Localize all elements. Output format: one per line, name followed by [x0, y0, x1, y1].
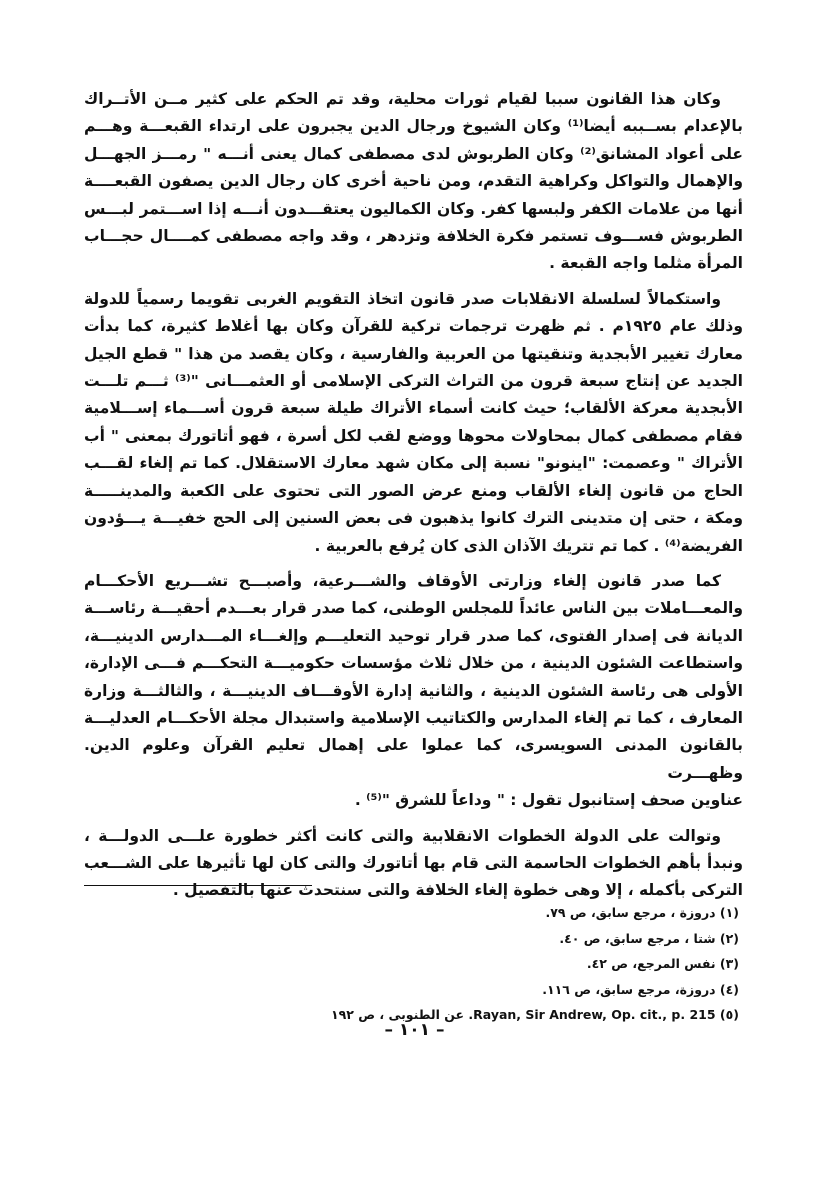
- text-line: ومكة ، حتى إن متدينى الترك كانوا يذهبون فى بعض السنين إلى الحج خفيـــة يـــؤدون: [84, 509, 743, 528]
- text-line: وكان هذا القانون سببا لقيام ثورات محلية، وقد تم الحكم على كثير مــن الأتــراك: [84, 90, 721, 108]
- text-line: الأتراك " وعصمت: "اينونو" نسبة إلى مكان شهد معارك الاستقلال. كما تم إلغاء لقـــب: [84, 454, 743, 473]
- text-line: عناوين صحف إستانبول تقول : " وداعاً للشرق "⁽⁵⁾ .: [354, 791, 743, 810]
- paragraph-3: [84, 568, 743, 815]
- text-line: المرأة مثلما واجه القبعة .: [549, 254, 743, 273]
- text-line: الطربوش فســـوف تستمر فكرة الخلافة وتزدهر ، وقد واجه مصطفى كمــــال حجـــاب: [84, 227, 743, 246]
- footnote-3: (٣) نفس المرجع، ص ٤٢.: [586, 956, 739, 971]
- text-line: معارك تغيير الأبجدية وتنقيتها من العربية والفارسية ، وكان يقصد من هذا " قطع الجيل: [84, 344, 743, 363]
- paragraph-1: [84, 86, 743, 278]
- footnotes: [84, 900, 739, 1028]
- text-line: وتوالت على الدولة الخطوات الانقلابية والتى كانت أكثر خطورة علـــى الدولـــة ،: [84, 826, 721, 845]
- text-line: الأولى هى رئاسة الشئون الدينية ، والثانية إدارة الأوقـــاف الدينيـــة ، والثالثـــة وزارة: [84, 681, 743, 700]
- footnote-5: (٥) Rayan, Sir Andrew, Op. cit., p. 215. عن الطنوبى ، ص ١٩٢: [330, 1007, 739, 1022]
- text-line: المعارف ، كما تم إلغاء المدارس والكتاتيب الإسلامية واستبدال مجلة الأحكـــام العدليـــة: [84, 708, 743, 727]
- paragraph-2: [84, 286, 743, 560]
- paragraph-4: [84, 823, 743, 905]
- page-body: [84, 86, 743, 905]
- text-line: كما صدر قانون إلغاء وزارتى الأوقاف والشـــرعية، وأصبـــح تشـــريع الأحكـــام: [84, 571, 721, 590]
- text-line: أنها من علامات الكفر ولبسها كفر. وكان الكماليون يعتقـــدون أنـــه إذا اســـتمر لبـــس: [84, 199, 743, 218]
- text-line: بالإعدام بســببه أيضا⁽¹⁾ وكان الشيوخ ورجال الدين يجبرون على ارتداء القبعـــة وهـــم: [84, 117, 743, 136]
- text-line: بالقانون المدنى السويسرى، كما عملوا على إهمال تعليم القرآن وعلوم الدين. وظهـــرت: [84, 736, 743, 782]
- text-line: الفريضة⁽⁴⁾ . كما تم تتريك الآذان الذى كان يُرفع بالعربية .: [314, 536, 743, 555]
- text-line: ونبدأ بأهم الخطوات الحاسمة التى قام بها أتاتورك والتى كان لها تأثيرها على الشـــعب: [84, 853, 743, 872]
- footnote-1: (١) دروزة ، مرجع سابق، ص ٧٩.: [545, 905, 739, 920]
- footnote-4: (٤) دروزة، مرجع سابق، ص ١١٦.: [542, 981, 739, 997]
- footnote-2: (٢) شتا ، مرجع سابق، ص ٤٠.: [559, 930, 739, 946]
- text-line: الأبجدية معركة الألقاب؛ حيث كانت أسماء الأتراك طيلة سبعة قرون أســـماء إســـلامية: [84, 399, 743, 418]
- text-line: وذلك عام ١٩٢٥م . ثم ظهرت ترجمات تركية للقرآن وكان بها أغلاط كثيرة، كما بدأت: [84, 317, 743, 336]
- text-line: الحاج من قانون إلغاء الألقاب ومنع عرض الصور التى تحتوى على الكعبة والمدينـــــة: [84, 481, 743, 500]
- page-number: – ١٠١ –: [384, 1020, 445, 1040]
- text-line: والإهمال والتواكل وكراهية التقدم، ومن ناحية أخرى كان رجال الدين يصفون القبعــــة: [84, 172, 743, 191]
- text-line: فقام مصطفى كمال بمحاولات محوها ووضع لقب لكل أسرة ، فهو أتاتورك بمعنى " أب: [84, 426, 743, 445]
- text-line: على أعواد المشانق⁽²⁾ وكان الطربوش لدى مصطفى كمال يعنى أنـــه " رمـــز الجهـــل: [84, 144, 743, 163]
- text-line: التركى بأكمله ، إلا وهى خطوة إلغاء الخلافة والتى سنتحدث عنها بالتفصيل .: [172, 881, 743, 900]
- text-line: الديانة فى إصدار الفتوى، كما صدر قرار توحيد التعليـــم وإلغـــاء المـــدارس الدينيـــة،: [84, 626, 743, 645]
- text-line: واستطاعت الشئون الدينية ، من خلال ثلاث مؤسسات حكوميـــة التحكـــم فـــى الإدارة،: [84, 654, 743, 673]
- text-line: الجديد عن إنتاج سبعة قرون من التراث التركى الإسلامى أو العثمـــانى "⁽³⁾ ثـــم تلـــت: [84, 372, 743, 391]
- footnote-separator: [84, 885, 312, 886]
- text-line: واستكمالاً لسلسلة الانقلابات صدر قانون اتخاذ التقويم الغربى تقويما رسمياً للدولة: [84, 289, 721, 308]
- text-line: والمعـــاملات بين الناس عائداً للمجلس الوطنى، كما صدر قرار بعـــدم أحقيـــة رئاســـة: [84, 599, 743, 618]
